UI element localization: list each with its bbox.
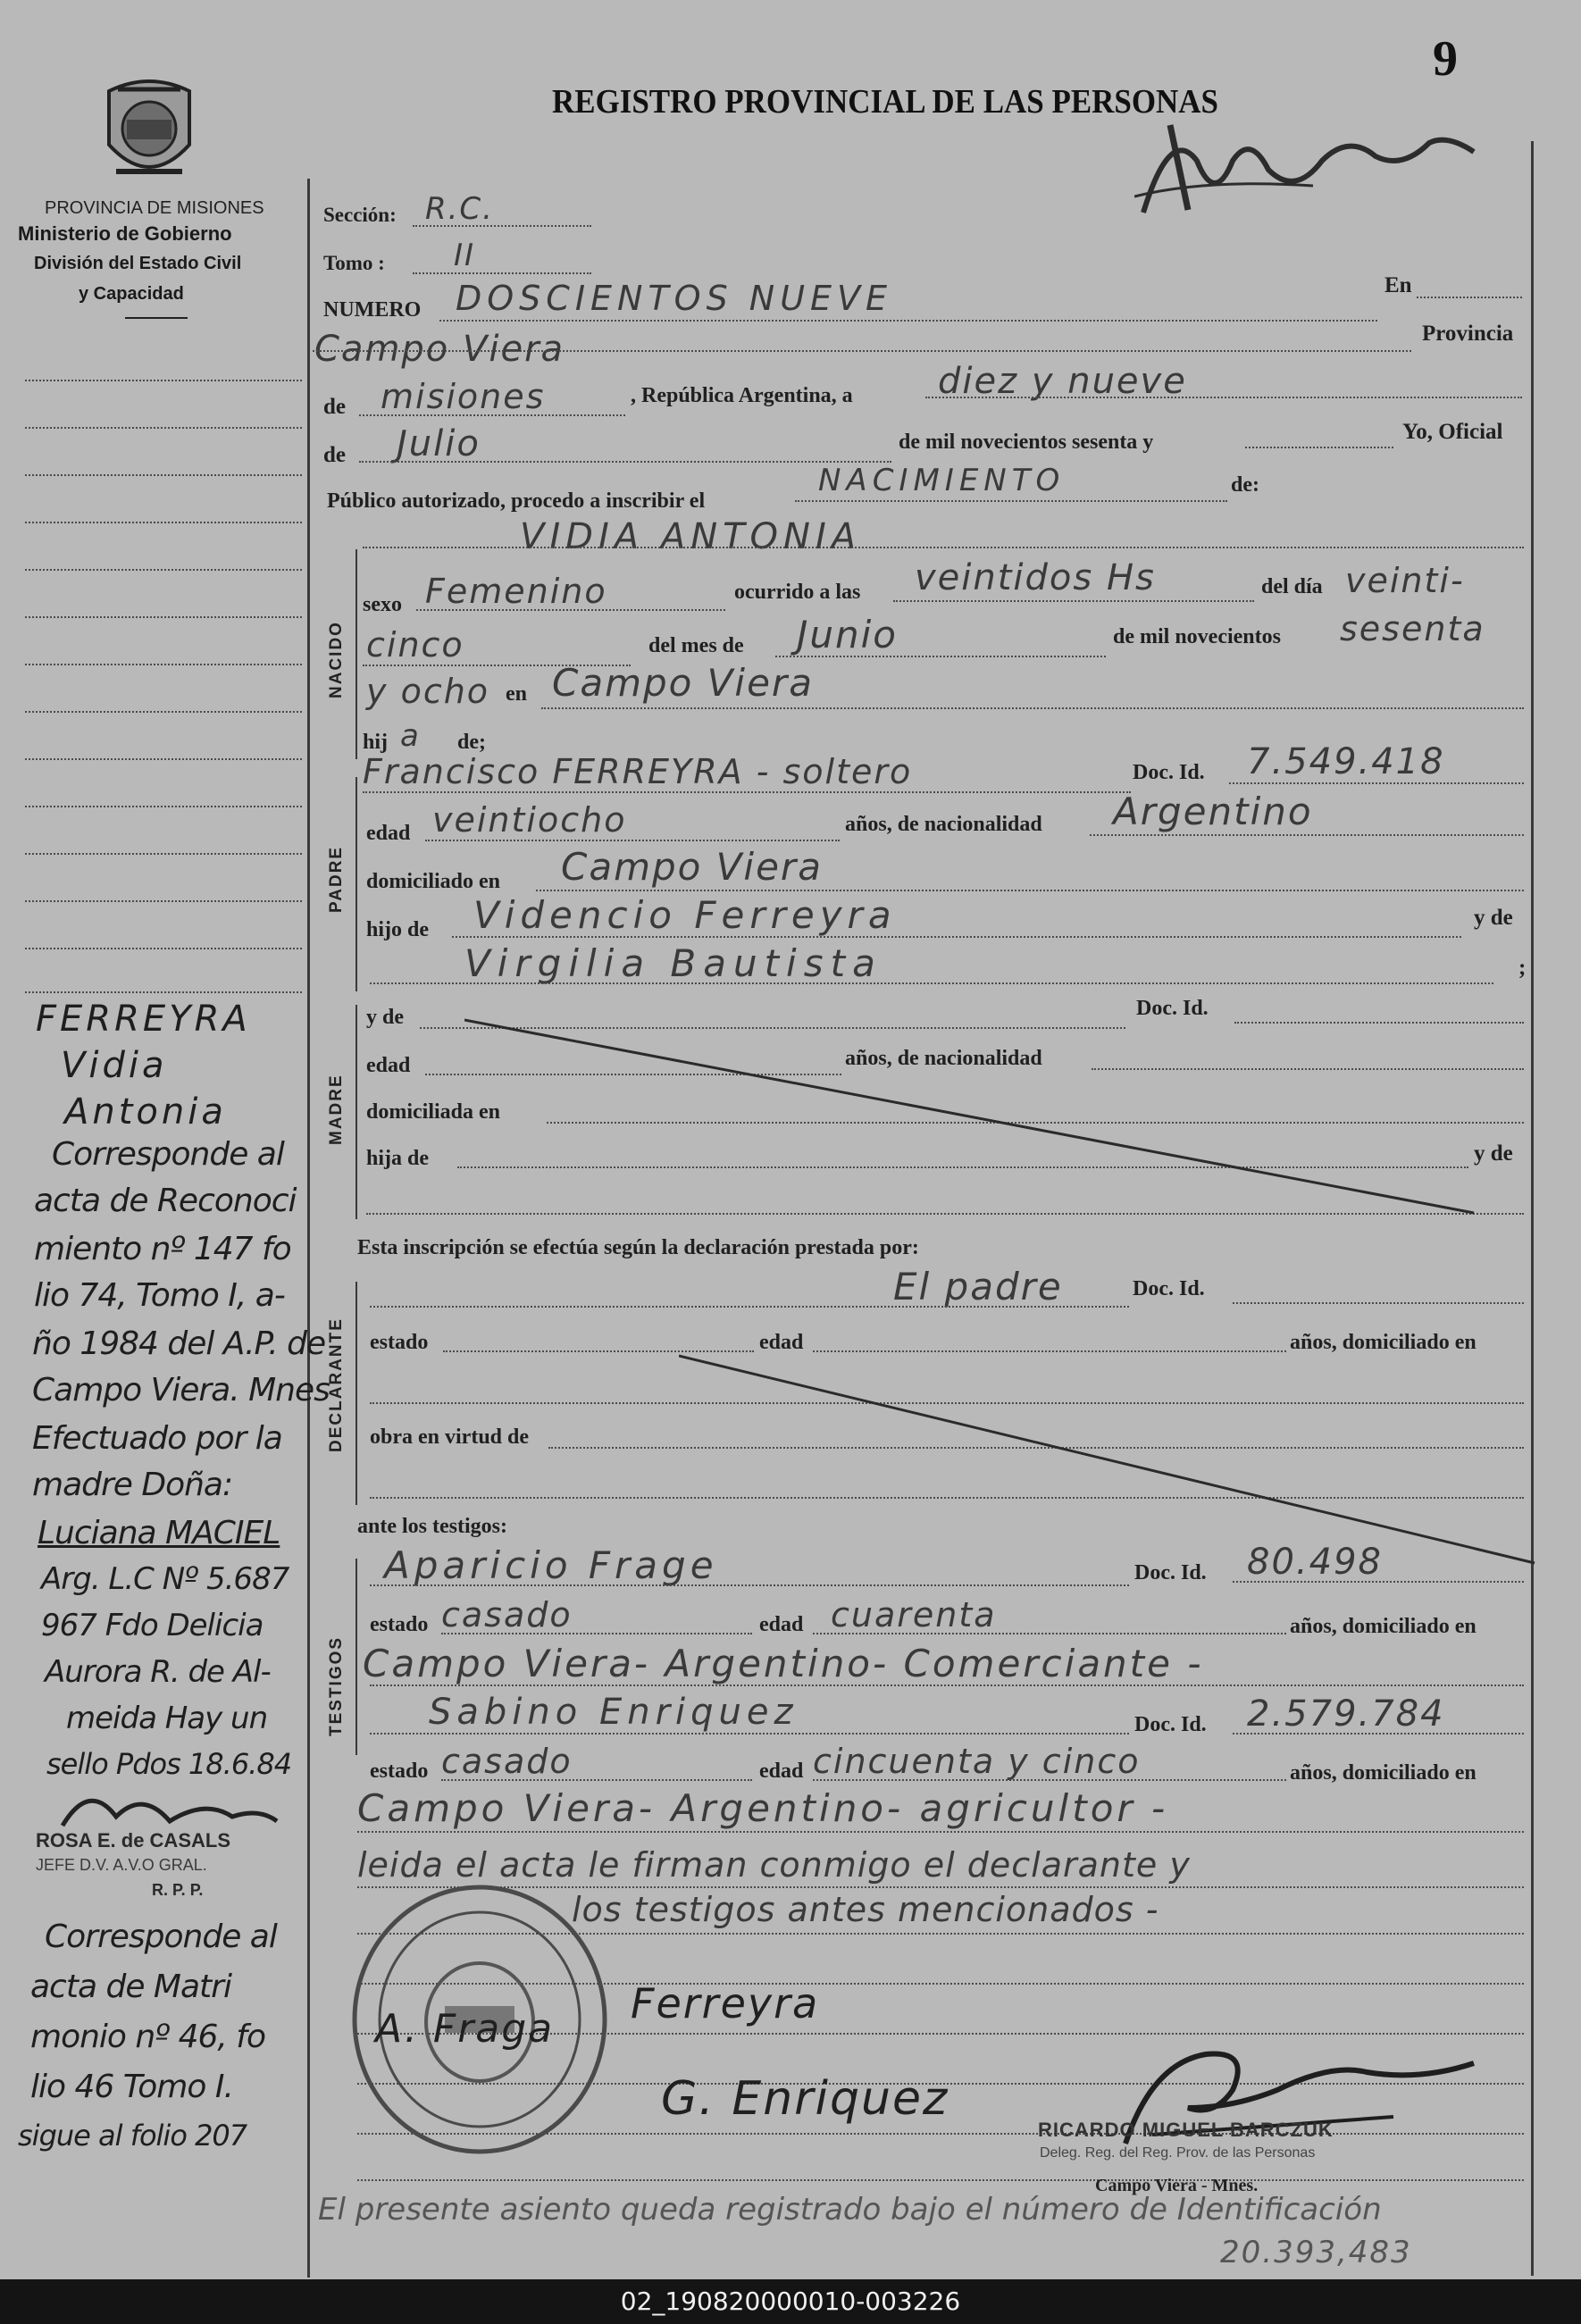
value-numero: DOSCIENTOS NUEVE — [456, 279, 893, 318]
margin-note-line: sigue al folio 207 — [18, 2119, 247, 2153]
dotline-padre-nac — [1090, 834, 1524, 836]
dotline-tomo — [413, 272, 591, 274]
dotline-dia-registro — [925, 397, 1522, 398]
value-padre-doc: 7.549.418 — [1247, 741, 1445, 782]
label-provincia: Provincia — [1422, 322, 1514, 346]
side-label-padre: PADRE — [327, 845, 346, 913]
label-declaracion: Esta inscripción se efectúa según la declaración prestada por: — [357, 1236, 919, 1259]
margin-note-line: Luciana MACIEL — [38, 1515, 280, 1551]
stamp-line-2: JEFE D.V. A.V.O GRAL. — [36, 1856, 207, 1874]
dotline-testigo2-doc — [1233, 1733, 1524, 1735]
dotline-lugar — [313, 350, 1411, 352]
dotline-sign-5 — [357, 2179, 1524, 2181]
dotline-testigo1-dom — [370, 1684, 1524, 1686]
label-de-mil-sesenta: de mil novecientos sesenta y — [899, 431, 1154, 454]
dotline-testigo1 — [370, 1584, 1129, 1586]
margin-note-line: Arg. L.C Nº 5.687 — [41, 1561, 289, 1597]
page-number: 9 — [1433, 31, 1458, 87]
margin-note-line: lio 46 Tomo I. — [30, 2069, 233, 2105]
agency-line-4: y Capacidad — [79, 284, 184, 304]
label-padre-dom: domiciliado en — [366, 870, 501, 893]
margin-note-line: madre Doña: — [32, 1467, 233, 1503]
dotline-sexo — [416, 609, 725, 611]
label-testigo2-edad: edad — [759, 1760, 804, 1783]
label-hija-de: hija de — [366, 1147, 430, 1170]
value-sexo: Femenino — [425, 572, 607, 611]
value-mes: Junio — [797, 613, 898, 656]
label-hij: hij — [363, 731, 389, 754]
agency-underline — [125, 317, 188, 319]
value-abuela: Virgilia Bautista — [464, 941, 883, 985]
label-de-semicolon: de; — [457, 731, 486, 754]
margin-note-line: ño 1984 del A.P. de — [32, 1325, 326, 1362]
label-en-lugar: en — [506, 682, 527, 706]
value-mes-registro: Julio — [397, 423, 481, 464]
value-hora: veintidos Hs — [915, 557, 1156, 598]
dotline-padre-nombre — [363, 791, 1131, 793]
value-anio: sesenta — [1340, 609, 1485, 648]
value-abuelo: Videncio Ferreyra — [473, 893, 897, 937]
dotline-declarante — [370, 1306, 1129, 1308]
dotline-numero — [439, 320, 1377, 322]
dotline-hora — [893, 600, 1254, 602]
official-place: Campo Viera - Mnes. — [1095, 2176, 1259, 2195]
value-dia: veinti- — [1345, 561, 1465, 600]
value-testigo1-doc: 80.498 — [1247, 1542, 1383, 1583]
label-yo-oficial: Yo, Oficial — [1402, 420, 1503, 444]
value-testigo2-estado: casado — [441, 1742, 573, 1781]
madre-cancel-line — [464, 1018, 1483, 1215]
value-lugar-nac: Campo Viera — [552, 661, 814, 705]
label-de-1: de — [323, 395, 346, 419]
value-padre-nombre: Francisco FERREYRA - soltero — [363, 752, 913, 791]
label-del-mes: del mes de — [648, 634, 744, 657]
value-testigo1-estado: casado — [441, 1595, 573, 1634]
label-padre-semicolon: ; — [1518, 956, 1527, 980]
left-column-border — [307, 179, 310, 2278]
label-madre-nac: años, de nacionalidad — [845, 1047, 1042, 1070]
agency-line-2: Ministerio de Gobierno — [18, 222, 232, 245]
dotline-lugar-nac — [541, 707, 1524, 709]
bottom-registration-note: El presente asiento queda registrado bajo el número de Identificación — [318, 2192, 1382, 2228]
section-border-madre — [356, 1005, 357, 1219]
dotline-en — [1417, 297, 1522, 298]
dotline-testigo2-estado — [441, 1779, 752, 1781]
signature-testigo2: G. Enriquez — [661, 2072, 949, 2126]
dotline-padre-dom — [536, 890, 1524, 891]
label-de-2: de — [323, 443, 346, 467]
dotline-testigo1-doc — [1233, 1581, 1524, 1583]
dotline-testigo1-estado — [441, 1633, 752, 1634]
value-testigo2: Sabino Enriquez — [429, 1692, 799, 1733]
value-padre-nac: Argentino — [1113, 790, 1313, 833]
label-padre-nac: años, de nacionalidad — [845, 813, 1042, 836]
margin-apellido: FERREYRA — [36, 999, 251, 1040]
declarante-cancel-line — [679, 1354, 1536, 1568]
label-madre-y-de-2: y de — [1474, 1141, 1513, 1166]
margin-note-line: sello Pdos 18.6.84 — [46, 1747, 292, 1781]
dotline-mes — [775, 656, 1106, 657]
signature-testigo1: A. Fraga — [375, 2006, 555, 2052]
value-anio-cont: y ocho — [366, 672, 490, 711]
value-padre-dom: Campo Viera — [561, 845, 823, 889]
value-nombre: VIDIA ANTONIA — [520, 516, 862, 557]
stamp-line-3: R. P. P. — [152, 1881, 204, 1899]
label-testigo2-doc: Doc. Id. — [1134, 1713, 1207, 1736]
dotline-testigo2 — [370, 1733, 1129, 1735]
margin-note-line: miento nº 147 fo — [34, 1231, 291, 1267]
dotline-acto — [795, 500, 1227, 502]
margin-note-line: 967 Fdo Delicia — [41, 1608, 264, 1643]
margin-note-line: acta de Matri — [30, 1969, 231, 2005]
label-testigo2-estado: estado — [370, 1760, 429, 1783]
label-republica: , República Argentina, a — [631, 384, 853, 407]
margin-note-line: lio 74, Tomo I, a- — [34, 1277, 285, 1314]
margin-nombre-1: Vidia — [61, 1045, 168, 1086]
value-testigo1: Aparicio Frage — [384, 1543, 718, 1587]
label-obra: obra en virtud de — [370, 1425, 530, 1449]
label-de-colon: de: — [1231, 473, 1259, 497]
value-provincia: misiones — [381, 377, 546, 416]
label-madre-dom: domiciliada en — [366, 1100, 501, 1124]
label-madre-y-de: y de — [366, 1006, 404, 1029]
label-declarante-dom: años, domiciliado en — [1290, 1331, 1476, 1354]
margin-note-line: monio nº 46, fo — [30, 2019, 265, 2055]
value-testigo2-doc: 2.579.784 — [1247, 1693, 1445, 1735]
value-seccion: R.C. — [425, 191, 494, 227]
label-en: En — [1384, 273, 1412, 297]
label-numero: NUMERO — [323, 298, 422, 322]
dotline-mes-registro — [359, 461, 891, 463]
label-madre-edad: edad — [366, 1054, 411, 1077]
label-hijo-de: hijo de — [366, 918, 430, 941]
section-border-padre — [356, 777, 357, 991]
stamp-line-1: ROSA E. de CASALS — [36, 1829, 230, 1852]
label-seccion: Sección: — [323, 204, 397, 226]
side-label-testigos: TESTIGOS — [327, 1635, 346, 1736]
value-dia-cont: cinco — [366, 625, 464, 665]
margin-note-line: Efectuado por la — [32, 1420, 282, 1457]
signature-padre: Ferreyra — [631, 1979, 820, 2027]
label-declarante-estado: estado — [370, 1331, 429, 1354]
label-publico: Público autorizado, procedo a inscribir el — [327, 489, 706, 513]
label-testigo2-dom: años, domiciliado en — [1290, 1761, 1476, 1785]
dotline-anio-registro — [1245, 447, 1393, 448]
label-madre-doc: Doc. Id. — [1136, 997, 1209, 1020]
margin-nombre-2: Antonia — [64, 1091, 227, 1133]
value-acto: NACIMIENTO — [818, 463, 1066, 498]
official-name: RICARDO MIGUEL BARCZUK — [1038, 2119, 1334, 2141]
label-del-dia: del día — [1261, 575, 1323, 598]
label-padre-edad: edad — [366, 822, 411, 845]
label-tomo: Tomo : — [323, 252, 385, 274]
coat-of-arms-seal — [100, 75, 198, 189]
agency-line-1: PROVINCIA DE MISIONES — [45, 198, 264, 218]
margin-note-line: Corresponde al — [45, 1919, 277, 1955]
label-testigo1-doc: Doc. Id. — [1134, 1561, 1207, 1584]
value-tomo: II — [454, 238, 476, 273]
dotline-abuelo — [452, 936, 1461, 938]
label-testigo1-edad: edad — [759, 1613, 804, 1636]
value-cierre-2: los testigos antes mencionados - — [572, 1890, 1159, 1929]
dotline-nombre — [363, 547, 1524, 548]
value-testigo1-dom: Campo Viera- Argentino- Comerciante - — [363, 1642, 1204, 1685]
label-testigo1-dom: años, domiciliado en — [1290, 1615, 1476, 1638]
dotline-declarante-edad — [813, 1350, 1286, 1352]
dotline-testigo2-dom — [357, 1831, 1524, 1833]
section-border-nacido — [356, 549, 357, 759]
dotline-padre-doc — [1229, 782, 1524, 784]
label-testigo1-estado: estado — [370, 1613, 429, 1636]
official-role: Deleg. Reg. del Reg. Prov. de las Personas — [1040, 2145, 1316, 2161]
document-title: REGISTRO PROVINCIAL DE LAS PERSONAS — [552, 83, 1218, 121]
value-hij-suffix: a — [400, 718, 421, 754]
value-dia-registro: diez y nueve — [938, 361, 1187, 402]
margin-note-line: Corresponde al — [52, 1136, 284, 1173]
dotline-padre-edad — [425, 840, 840, 841]
agency-line-3: División del Estado Civil — [34, 254, 242, 273]
rectangular-stamp — [27, 1829, 366, 1910]
margin-signature-delicia — [54, 1781, 286, 1835]
image-id-footer: 02_190820000010-003226 — [0, 2279, 1581, 2324]
dotline-declarante-doc — [1233, 1302, 1524, 1304]
margin-note-line: Aurora R. de Al- — [45, 1654, 271, 1690]
label-de-mil: de mil novecientos — [1113, 625, 1281, 648]
label-sexo: sexo — [363, 593, 402, 616]
dotline-testigo2-edad — [813, 1779, 1286, 1781]
margin-note-line: meida Hay un — [66, 1701, 268, 1736]
margin-note-line: Campo Viera. Mnes — [32, 1372, 330, 1409]
value-cierre-1: leida el acta le firman conmigo el declarante y — [357, 1845, 1191, 1885]
label-padre-y-de: y de — [1474, 906, 1513, 930]
value-testigo2-dom: Campo Viera- Argentino- agricultor - — [357, 1786, 1169, 1830]
label-declarante-doc: Doc. Id. — [1133, 1277, 1205, 1300]
label-padre-doc: Doc. Id. — [1133, 761, 1205, 784]
label-ocurrido: ocurrido a las — [734, 581, 861, 604]
top-signature — [1134, 107, 1492, 223]
value-padre-edad: veintiocho — [432, 800, 627, 840]
side-label-declarante: DECLARANTE — [327, 1317, 346, 1452]
section-border-testigos — [356, 1559, 357, 1755]
margin-note-line: acta de Reconoci — [34, 1183, 297, 1219]
value-testigo2-edad: cincuenta y cinco — [813, 1742, 1141, 1781]
value-declarante: El padre — [893, 1265, 1063, 1308]
right-border — [1531, 141, 1534, 2276]
dotline-abuela — [370, 982, 1493, 984]
value-lugar: Campo Viera — [314, 329, 565, 370]
side-label-nacido: NACIDO — [327, 621, 346, 698]
label-testigos: ante los testigos: — [357, 1515, 507, 1538]
bottom-registration-number: 20.393,483 — [1220, 2235, 1412, 2270]
value-testigo1-edad: cuarenta — [831, 1595, 997, 1634]
label-declarante-edad: edad — [759, 1331, 804, 1354]
dotline-declarante-estado — [443, 1350, 754, 1352]
section-border-declarante — [356, 1282, 357, 1505]
dotline-provincia — [359, 414, 625, 416]
side-label-madre: MADRE — [327, 1074, 346, 1145]
dotline-testigo1-edad — [813, 1633, 1286, 1634]
